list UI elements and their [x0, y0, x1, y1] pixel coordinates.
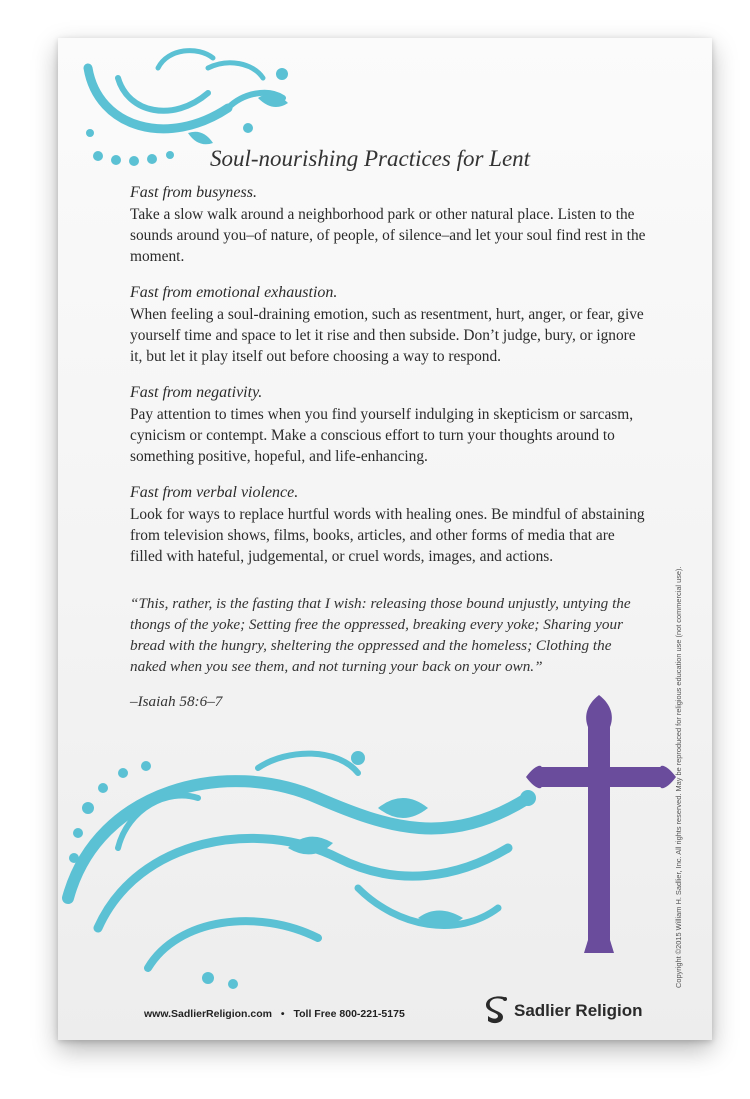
- section-heading: Fast from emotional exhaustion.: [130, 284, 338, 301]
- copyright-notice: Copyright ©2015 William H. Sadlier, Inc. All rights reserved. May be reproduced for religious education use (not commercial use).: [674, 566, 683, 988]
- scripture-citation: –Isaiah 58:6–7: [130, 693, 223, 710]
- cross-icon: [526, 695, 676, 955]
- section-body: Look for ways to replace hurtful words with healing ones. Be mindful of abstaining from television shows, films, books, articles, and other forms of media that are filled with hateful, judgemental, or cruel words, images, and actions.: [130, 506, 645, 565]
- section-body: Take a slow walk around a neighborhood park or other natural place. Listen to the sounds around you–of nature, of people, of silence–and let your soul find rest in the moment.: [130, 206, 646, 265]
- footer-website-link[interactable]: www.SadlierReligion.com: [144, 1008, 272, 1020]
- section-heading: Fast from negativity.: [130, 384, 263, 401]
- section-body: When feeling a soul-draining emotion, such as resentment, hurt, anger, or fear, give yourself time and space to let it rise and then subside. Don’t judge, bury, or ignore it, but let it play itself out before choosing a way to respond.: [130, 306, 644, 365]
- section-body: Pay attention to times when you find yourself indulging in skepticism or sarcasm, cynicism or contempt. Make a conscious effort to turn your thoughts around to something positive, hopeful, and life-enhancing.: [130, 406, 634, 465]
- copyright-notice-container: [674, 468, 694, 988]
- practice-section: [130, 282, 650, 367]
- brand-name: Sadlier Religion: [514, 1001, 643, 1020]
- practice-section: [130, 182, 650, 267]
- scripture-quote: “This, rather, is the fasting that I wish: releasing those bound unjustly, untying the thongs of the yoke; Setting free the oppressed, breaking every yoke; Sharing your bread with the hungry, sheltering the oppressed and the homeless; Clothing the naked when you see them, and not turning your back on your own.”: [130, 595, 631, 675]
- practices-list: [130, 182, 650, 712]
- section-heading: Fast from busyness.: [130, 184, 257, 201]
- footer-separator: •: [280, 1008, 285, 1020]
- footer-phone: Toll Free 800-221-5175: [293, 1008, 405, 1020]
- handout-page: [58, 38, 712, 1040]
- brand-logo-block: [486, 996, 642, 1026]
- page-title: Soul-nourishing Practices for Lent: [210, 146, 531, 171]
- practice-section: [130, 382, 650, 467]
- swirl-ornament-bottom-icon: [58, 728, 578, 998]
- sadlier-s-logo-icon: [486, 996, 508, 1026]
- section-heading: Fast from verbal violence.: [130, 484, 299, 501]
- practice-section: [130, 482, 650, 567]
